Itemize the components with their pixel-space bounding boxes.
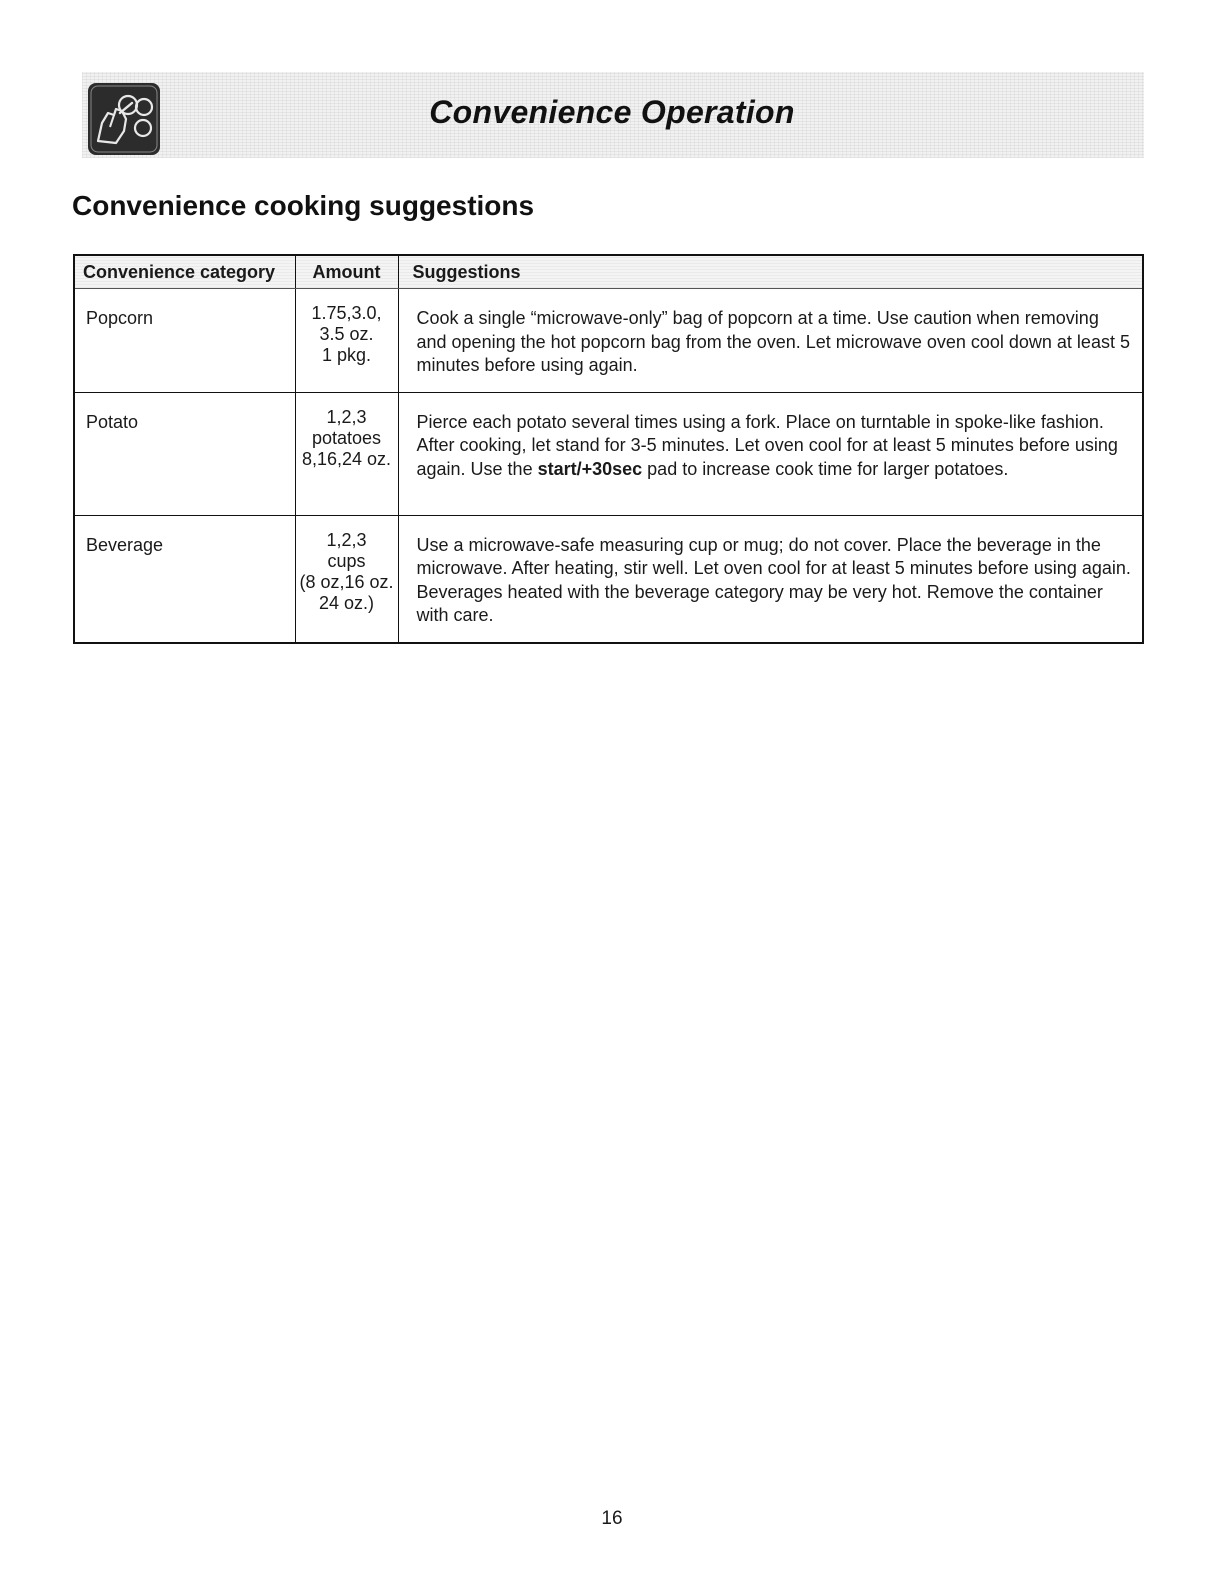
suggestion-cell: Use a microwave-safe measuring cup or mug; do not cover. Place the beverage in the microwave. After heating, stir well. Let oven cool for at least 5 minutes before using again. Beverages heated with the beverage category may be very hot. Remove the container with care. (398, 515, 1143, 643)
amount-cell (295, 289, 398, 393)
suggestion-cell: Cook a single “microwave-only” bag of popcorn at a time. Use caution when removing and opening the hot popcorn bag from the oven. Let microwave oven cool down at least 5 minutes before using again. (398, 289, 1143, 393)
table-row (74, 392, 1143, 515)
section-title: Convenience cooking suggestions (72, 190, 535, 221)
page-number: 16 (601, 1508, 623, 1529)
table-header-row (74, 255, 1143, 289)
suggestion-text: pad to increase cook time for larger potatoes. (642, 458, 1009, 479)
category-cell: Potato (74, 392, 295, 515)
cooking-suggestions-table (73, 254, 1144, 644)
suggestion-text: Pierce each potato several times using a fork. Place on turntable in spoke-like fashion. After cooking, let stand for 3-5 minutes. Let oven cool for at least 5 minutes before using again. Use the (416, 411, 1118, 479)
start-30sec-pad-name: start/+30sec (537, 458, 643, 479)
amount-cell (295, 392, 398, 515)
amount-line: 1,2,3 (326, 529, 367, 550)
column-header-category: Convenience category (74, 255, 295, 289)
amount-line: (8 oz,16 oz. (299, 571, 394, 592)
amount-line: 1,2,3 (326, 406, 367, 427)
table-row (74, 289, 1143, 393)
category-cell: Popcorn (74, 289, 295, 393)
amount-line: cups (327, 550, 366, 571)
column-header-suggestions: Suggestions (398, 255, 1143, 289)
table-header (74, 255, 1143, 289)
page-title: Convenience Operation (429, 94, 795, 130)
table-row (74, 515, 1143, 643)
amount-line: potatoes (311, 427, 382, 448)
amount-line: 1.75,3.0, (311, 303, 382, 323)
amount-line: 8,16,24 oz. (301, 448, 392, 469)
table-body (74, 289, 1143, 643)
amount-line: 24 oz.) (318, 592, 375, 613)
amount-line: 3.5 oz. (319, 324, 374, 344)
column-header-amount: Amount (295, 255, 398, 289)
amount-cell (295, 515, 398, 643)
suggestion-cell (398, 392, 1143, 515)
amount-line: 1 pkg. (321, 345, 372, 365)
category-cell: Beverage (74, 515, 295, 643)
